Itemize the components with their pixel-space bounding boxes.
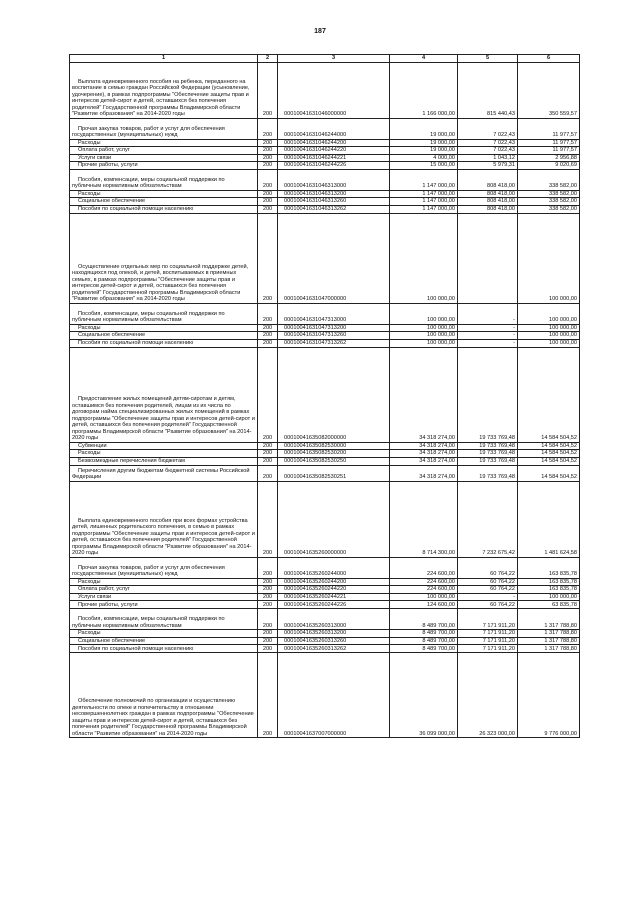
row-approved-cell: 1 147 000,00 (390, 190, 458, 198)
row-code-cell: 200 (258, 169, 278, 190)
row-code-cell: 200 (258, 190, 278, 198)
row-kbk-cell: 00010041635260244221 (278, 593, 390, 601)
row-approved-cell: 100 000,00 (390, 324, 458, 332)
row-code-cell: 200 (258, 578, 278, 586)
row-code-cell: 200 (258, 324, 278, 332)
row-unexecuted-cell: 9 776 000,00 (518, 653, 580, 738)
row-executed-cell: 7 232 675,42 (458, 481, 518, 557)
row-unexecuted-cell: 63 835,78 (518, 601, 580, 609)
row-code-cell: 200 (258, 653, 278, 738)
row-name-cell: Предоставление жилых помещений детям-сиротам и детям, оставшимся без попечения родителей, лицам из их числа по договорам найма специализированных жилых помещений в рамках подпрограммы "Обеспечение защиты прав и интересов детей-сирот и детей, оставшихся без попечения родителей" Государственной программы Владимирской области "Развитие образования" на 2014-2020 годы (70, 347, 258, 442)
row-approved-cell: 1 166 000,00 (390, 62, 458, 118)
row-name-cell: Обеспечение полномочий по организации и осуществлению деятельности по опеке и попечительству в отношении несовершеннолетних граждан в рамках подпрограммы "Обеспечение защиты прав и интересов детей-сирот и детей, оставшихся без попечения родителей" Государственной программы Владимирской области "Развитие образования" на 2014-2020 годы (70, 653, 258, 738)
row-kbk-cell: 00010041635260244226 (278, 601, 390, 609)
header-col-4: 4 (390, 55, 458, 63)
table-row (70, 578, 580, 586)
row-code-cell: 200 (258, 332, 278, 340)
row-name-cell: Осуществление отдельных мер по социальной поддержке детей, находящихся под опекой, и детей, воспитываемых в приемных семьях, в рамках подпрограммы "Обеспечение защиты прав и интересов детей-сирот и детей, оставшихся без попечения родителей" Государственной программы Владимирской области "Развитие образования" на 2014-2020 годы (70, 213, 258, 303)
table-row (70, 630, 580, 638)
row-unexecuted-cell: 100 000,00 (518, 213, 580, 303)
page-number: 187 (314, 28, 326, 35)
row-executed-cell: - (458, 593, 518, 601)
row-approved-cell: 1 147 000,00 (390, 198, 458, 206)
row-unexecuted-cell: 14 584 504,52 (518, 465, 580, 481)
row-approved-cell: 19 000,00 (390, 118, 458, 139)
header-col-5: 5 (458, 55, 518, 63)
row-executed-cell: 26 323 000,00 (458, 653, 518, 738)
row-name-cell: Перечисления другим бюджетам бюджетной системы Российской Федерации (70, 465, 258, 481)
header-col-6: 6 (518, 55, 580, 63)
row-name-cell: Пособия, компенсации, меры социальной поддержки по публичным нормативным обязательствам (70, 303, 258, 324)
row-executed-cell: 808 418,00 (458, 205, 518, 213)
row-executed-cell: 60 764,22 (458, 578, 518, 586)
row-executed-cell: 19 733 769,48 (458, 347, 518, 442)
row-executed-cell: - (458, 332, 518, 340)
table-row (70, 347, 580, 442)
row-unexecuted-cell: 338 582,00 (518, 169, 580, 190)
row-approved-cell: 34 318 274,00 (390, 457, 458, 465)
row-kbk-cell: 00010041635260313262 (278, 645, 390, 653)
row-kbk-cell: 00010041631046244226 (278, 162, 390, 170)
row-unexecuted-cell: 100 000,00 (518, 324, 580, 332)
row-executed-cell: 808 418,00 (458, 198, 518, 206)
table-row (70, 154, 580, 162)
row-executed-cell: - (458, 303, 518, 324)
row-kbk-cell: 00010041631047313260 (278, 332, 390, 340)
table-row (70, 147, 580, 155)
row-executed-cell: 7 171 911,20 (458, 609, 518, 630)
row-name-cell: Безвозмездные перечисления бюджетам (70, 457, 258, 465)
table-row (70, 653, 580, 738)
table-row (70, 637, 580, 645)
table-body (70, 55, 580, 738)
row-code-cell: 200 (258, 147, 278, 155)
row-kbk-cell: 00010041635082530200 (278, 450, 390, 458)
row-approved-cell: 34 318 274,00 (390, 442, 458, 450)
row-unexecuted-cell: 14 584 504,52 (518, 347, 580, 442)
row-unexecuted-cell: 1 317 788,80 (518, 637, 580, 645)
row-executed-cell: 19 733 769,48 (458, 450, 518, 458)
row-name-cell: Прочая закупка товаров, работ и услуг для обеспечения государственных (муниципальных) нужд (70, 118, 258, 139)
row-executed-cell: 19 733 769,48 (458, 465, 518, 481)
budget-table (69, 54, 580, 738)
row-code-cell: 200 (258, 609, 278, 630)
row-kbk-cell: 00010041635260244000 (278, 557, 390, 578)
table-row (70, 609, 580, 630)
row-code-cell: 200 (258, 205, 278, 213)
row-unexecuted-cell: 11 977,57 (518, 139, 580, 147)
row-approved-cell: 1 147 000,00 (390, 205, 458, 213)
row-unexecuted-cell: 9 020,69 (518, 162, 580, 170)
row-executed-cell: 808 418,00 (458, 190, 518, 198)
row-code-cell: 200 (258, 442, 278, 450)
table-row (70, 645, 580, 653)
row-code-cell: 200 (258, 593, 278, 601)
row-approved-cell: 15 000,00 (390, 162, 458, 170)
row-unexecuted-cell: 100 000,00 (518, 332, 580, 340)
row-approved-cell: 224 600,00 (390, 586, 458, 594)
row-name-cell: Расходы (70, 190, 258, 198)
row-kbk-cell: 00010041631047000000 (278, 213, 390, 303)
table-row (70, 465, 580, 481)
row-name-cell: Услуги связи (70, 154, 258, 162)
row-unexecuted-cell: 100 000,00 (518, 593, 580, 601)
row-kbk-cell: 00010041631046313260 (278, 198, 390, 206)
row-code-cell: 200 (258, 303, 278, 324)
row-approved-cell: 100 000,00 (390, 593, 458, 601)
row-executed-cell: 7 171 911,20 (458, 637, 518, 645)
row-code-cell: 200 (258, 62, 278, 118)
row-kbk-cell: 00010041631046313262 (278, 205, 390, 213)
row-code-cell: 200 (258, 339, 278, 347)
row-kbk-cell: 00010041635082530250 (278, 457, 390, 465)
row-code-cell: 200 (258, 162, 278, 170)
row-unexecuted-cell: 14 584 504,52 (518, 457, 580, 465)
row-executed-cell: 808 418,00 (458, 169, 518, 190)
row-code-cell: 200 (258, 645, 278, 653)
row-approved-cell: 100 000,00 (390, 213, 458, 303)
row-code-cell: 200 (258, 139, 278, 147)
row-name-cell: Пособия по социальной помощи населению (70, 339, 258, 347)
table-row (70, 481, 580, 557)
row-code-cell: 200 (258, 198, 278, 206)
header-col-2: 2 (258, 55, 278, 63)
row-unexecuted-cell: 1 317 788,80 (518, 630, 580, 638)
row-name-cell: Расходы (70, 578, 258, 586)
table-row (70, 339, 580, 347)
row-unexecuted-cell: 14 584 504,52 (518, 442, 580, 450)
header-col-1: 1 (70, 55, 258, 63)
row-executed-cell: 815 440,43 (458, 62, 518, 118)
row-unexecuted-cell: 100 000,00 (518, 339, 580, 347)
row-executed-cell: 7 171 911,20 (458, 645, 518, 653)
row-name-cell: Социальное обеспечение (70, 637, 258, 645)
row-name-cell: Пособия, компенсации, меры социальной поддержки по публичным нормативным обязательствам (70, 169, 258, 190)
row-unexecuted-cell: 1 481 624,58 (518, 481, 580, 557)
header-row (70, 55, 580, 63)
row-kbk-cell: 00010041635260313000 (278, 609, 390, 630)
row-name-cell: Субвенции (70, 442, 258, 450)
row-name-cell: Расходы (70, 450, 258, 458)
row-kbk-cell: 00010041635082530251 (278, 465, 390, 481)
row-approved-cell: 19 000,00 (390, 139, 458, 147)
table-row (70, 169, 580, 190)
row-code-cell: 200 (258, 347, 278, 442)
row-executed-cell: - (458, 324, 518, 332)
row-name-cell: Пособия, компенсации, меры социальной поддержки по публичным нормативным обязательствам (70, 609, 258, 630)
table-row (70, 457, 580, 465)
table-row (70, 324, 580, 332)
row-approved-cell: 8 714 300,00 (390, 481, 458, 557)
row-executed-cell: 60 764,22 (458, 601, 518, 609)
row-name-cell: Выплата единовременного пособия на ребенка, переданного на воспитание в семью граждан Российской Федерации (усыновление, удочерение), в рамках подпрограммы "Обеспечение защиты прав и интересов детей-сирот и детей, оставшихся без попечения родителей" Государственной программы Владимирской области "Развитие образования" на 2014-2020 годы (70, 62, 258, 118)
row-name-cell: Прочие работы, услуги (70, 601, 258, 609)
table-row (70, 198, 580, 206)
row-code-cell: 200 (258, 118, 278, 139)
row-unexecuted-cell: 163 835,78 (518, 557, 580, 578)
row-unexecuted-cell: 163 835,78 (518, 578, 580, 586)
row-code-cell: 200 (258, 557, 278, 578)
row-kbk-cell: 00010041631046313200 (278, 190, 390, 198)
table-row (70, 139, 580, 147)
row-executed-cell: 19 733 769,48 (458, 442, 518, 450)
row-name-cell: Пособия по социальной помощи населению (70, 205, 258, 213)
row-approved-cell: 8 489 700,00 (390, 609, 458, 630)
row-approved-cell: 124 600,00 (390, 601, 458, 609)
row-kbk-cell: 00010041631046000000 (278, 62, 390, 118)
row-unexecuted-cell: 100 000,00 (518, 303, 580, 324)
row-name-cell: Расходы (70, 324, 258, 332)
row-unexecuted-cell: 1 317 788,80 (518, 645, 580, 653)
row-executed-cell: 60 764,22 (458, 586, 518, 594)
row-name-cell: Социальное обеспечение (70, 332, 258, 340)
table-row (70, 118, 580, 139)
row-approved-cell: 8 489 700,00 (390, 645, 458, 653)
row-name-cell: Социальное обеспечение (70, 198, 258, 206)
row-kbk-cell: 00010041631047313000 (278, 303, 390, 324)
row-approved-cell: 100 000,00 (390, 332, 458, 340)
row-approved-cell: 34 318 274,00 (390, 347, 458, 442)
row-kbk-cell: 00010041631046313000 (278, 169, 390, 190)
row-unexecuted-cell: 11 977,57 (518, 147, 580, 155)
row-kbk-cell: 00010041637007000000 (278, 653, 390, 738)
row-name-cell: Прочие работы, услуги (70, 162, 258, 170)
row-code-cell: 200 (258, 465, 278, 481)
row-approved-cell: 100 000,00 (390, 303, 458, 324)
row-name-cell: Расходы (70, 630, 258, 638)
row-name-cell: Услуги связи (70, 593, 258, 601)
row-code-cell: 200 (258, 481, 278, 557)
row-name-cell: Расходы (70, 139, 258, 147)
table-row (70, 332, 580, 340)
row-unexecuted-cell: 338 582,00 (518, 190, 580, 198)
row-code-cell: 200 (258, 637, 278, 645)
row-approved-cell: 34 318 274,00 (390, 450, 458, 458)
row-executed-cell: 60 764,22 (458, 557, 518, 578)
row-name-cell: Выплата единовременного пособия при всех формах устройства детей, лишенных родительского попечения, в семью в рамках подпрограммы "Обеспечение защиты прав и интересов детей-сирот и детей, оставшихся без попечения родителей" Государственной программы Владимирской области "Развитие образования" на 2014-2020 годы (70, 481, 258, 557)
row-executed-cell: - (458, 339, 518, 347)
row-unexecuted-cell: 14 584 504,52 (518, 450, 580, 458)
row-executed-cell: 7 022,43 (458, 118, 518, 139)
row-executed-cell: 1 043,12 (458, 154, 518, 162)
row-name-cell: Оплата работ, услуг (70, 586, 258, 594)
row-kbk-cell: 00010041635260313200 (278, 630, 390, 638)
table-row (70, 586, 580, 594)
row-code-cell: 200 (258, 630, 278, 638)
row-kbk-cell: 00010041631046244221 (278, 154, 390, 162)
row-unexecuted-cell: 2 956,88 (518, 154, 580, 162)
row-approved-cell: 19 000,00 (390, 147, 458, 155)
row-approved-cell: 8 489 700,00 (390, 630, 458, 638)
row-code-cell: 200 (258, 457, 278, 465)
table-row (70, 557, 580, 578)
row-kbk-cell: 00010041635260000000 (278, 481, 390, 557)
row-executed-cell: 7 022,43 (458, 139, 518, 147)
table-row (70, 213, 580, 303)
row-approved-cell: 224 600,00 (390, 557, 458, 578)
row-unexecuted-cell: 11 977,57 (518, 118, 580, 139)
table-row (70, 205, 580, 213)
row-kbk-cell: 00010041635260313260 (278, 637, 390, 645)
row-kbk-cell: 00010041631046244220 (278, 147, 390, 155)
row-executed-cell: 19 733 769,48 (458, 457, 518, 465)
row-kbk-cell: 00010041631047313262 (278, 339, 390, 347)
row-unexecuted-cell: 1 317 788,80 (518, 609, 580, 630)
table-row (70, 162, 580, 170)
row-approved-cell: 36 099 000,00 (390, 653, 458, 738)
row-executed-cell: 7 022,43 (458, 147, 518, 155)
row-approved-cell: 224 600,00 (390, 578, 458, 586)
row-approved-cell: 34 318 274,00 (390, 465, 458, 481)
row-unexecuted-cell: 350 559,57 (518, 62, 580, 118)
table-row (70, 450, 580, 458)
row-approved-cell: 1 147 000,00 (390, 169, 458, 190)
row-kbk-cell: 00010041631046244000 (278, 118, 390, 139)
row-kbk-cell: 00010041635260244220 (278, 586, 390, 594)
row-unexecuted-cell: 163 835,78 (518, 586, 580, 594)
row-name-cell: Прочая закупка товаров, работ и услуг для обеспечения государственных (муниципальных) нужд (70, 557, 258, 578)
row-approved-cell: 4 000,00 (390, 154, 458, 162)
table-row (70, 62, 580, 118)
row-code-cell: 200 (258, 601, 278, 609)
row-code-cell: 200 (258, 450, 278, 458)
row-unexecuted-cell: 338 582,00 (518, 198, 580, 206)
row-kbk-cell: 00010041631047313200 (278, 324, 390, 332)
row-code-cell: 200 (258, 154, 278, 162)
row-kbk-cell: 00010041635082530000 (278, 442, 390, 450)
table-row (70, 442, 580, 450)
table-row (70, 190, 580, 198)
row-approved-cell: 100 000,00 (390, 339, 458, 347)
row-kbk-cell: 00010041635082000000 (278, 347, 390, 442)
row-code-cell: 200 (258, 586, 278, 594)
row-code-cell: 200 (258, 213, 278, 303)
row-executed-cell (458, 213, 518, 303)
table-row (70, 593, 580, 601)
row-name-cell: Оплата работ, услуг (70, 147, 258, 155)
table-row (70, 303, 580, 324)
row-kbk-cell: 00010041631046244200 (278, 139, 390, 147)
row-unexecuted-cell: 338 582,00 (518, 205, 580, 213)
row-executed-cell: 5 979,31 (458, 162, 518, 170)
table-row (70, 601, 580, 609)
row-kbk-cell: 00010041635260244200 (278, 578, 390, 586)
row-executed-cell: 7 171 911,20 (458, 630, 518, 638)
row-approved-cell: 8 489 700,00 (390, 637, 458, 645)
row-name-cell: Пособия по социальной помощи населению (70, 645, 258, 653)
header-col-3: 3 (278, 55, 390, 63)
